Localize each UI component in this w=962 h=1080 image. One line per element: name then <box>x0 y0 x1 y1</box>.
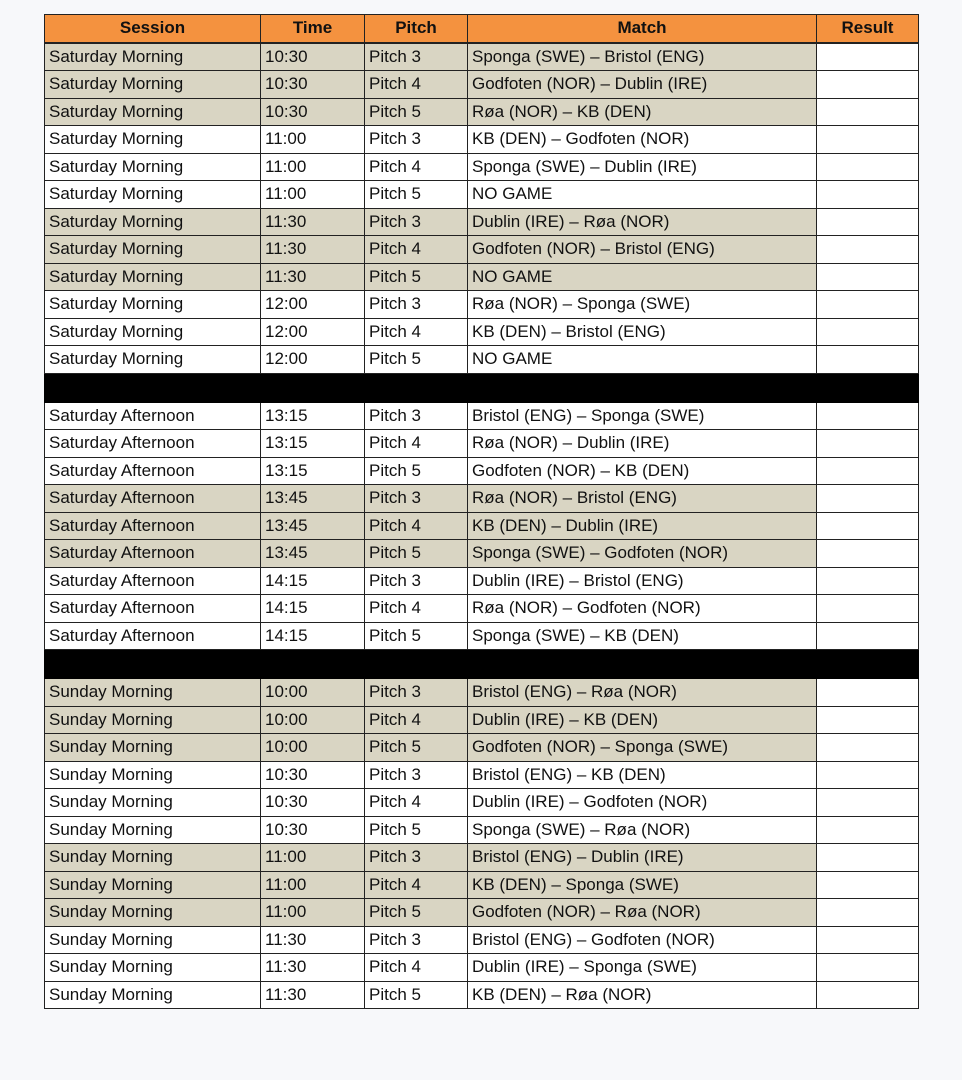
match-cell: Godfoten (NOR) – Røa (NOR) <box>468 899 817 927</box>
time-cell: 11:00 <box>261 181 365 209</box>
table-row <box>45 430 919 458</box>
pitch-cell: Pitch 3 <box>365 126 468 154</box>
table-row <box>45 402 919 430</box>
session-cell: Saturday Afternoon <box>45 430 261 458</box>
result-cell[interactable] <box>817 318 919 346</box>
table-row <box>45 457 919 485</box>
table-row <box>45 318 919 346</box>
table-row <box>45 126 919 154</box>
match-cell: KB (DEN) – Dublin (IRE) <box>468 512 817 540</box>
table-row <box>45 153 919 181</box>
session-separator <box>45 650 919 679</box>
time-cell: 11:30 <box>261 926 365 954</box>
table-row <box>45 926 919 954</box>
table-row <box>45 622 919 650</box>
match-header: Match <box>468 15 817 43</box>
table-row <box>45 43 919 71</box>
result-cell[interactable] <box>817 236 919 264</box>
time-cell: 10:00 <box>261 679 365 707</box>
session-cell: Saturday Morning <box>45 71 261 99</box>
match-cell: Dublin (IRE) – Røa (NOR) <box>468 208 817 236</box>
match-cell: KB (DEN) – Sponga (SWE) <box>468 871 817 899</box>
match-cell: Bristol (ENG) – Sponga (SWE) <box>468 402 817 430</box>
result-cell[interactable] <box>817 126 919 154</box>
table-row <box>45 899 919 927</box>
session-cell: Sunday Morning <box>45 734 261 762</box>
pitch-cell: Pitch 3 <box>365 679 468 707</box>
time-cell: 10:30 <box>261 43 365 71</box>
result-cell[interactable] <box>817 816 919 844</box>
result-cell[interactable] <box>817 346 919 374</box>
session-cell: Saturday Morning <box>45 126 261 154</box>
table-row <box>45 540 919 568</box>
session-cell: Saturday Afternoon <box>45 402 261 430</box>
separator-cell <box>817 373 919 402</box>
session-cell: Sunday Morning <box>45 706 261 734</box>
session-cell: Saturday Afternoon <box>45 540 261 568</box>
header-row <box>45 15 919 43</box>
session-cell: Saturday Afternoon <box>45 457 261 485</box>
table-row <box>45 485 919 513</box>
time-cell: 11:30 <box>261 236 365 264</box>
result-cell[interactable] <box>817 540 919 568</box>
pitch-cell: Pitch 5 <box>365 540 468 568</box>
separator-cell <box>365 650 468 679</box>
table-row <box>45 236 919 264</box>
pitch-cell: Pitch 3 <box>365 761 468 789</box>
table-row <box>45 98 919 126</box>
match-cell: Sponga (SWE) – Godfoten (NOR) <box>468 540 817 568</box>
session-cell: Saturday Morning <box>45 318 261 346</box>
result-cell[interactable] <box>817 402 919 430</box>
pitch-cell: Pitch 3 <box>365 844 468 872</box>
time-cell: 12:00 <box>261 346 365 374</box>
table-row <box>45 181 919 209</box>
match-cell: NO GAME <box>468 263 817 291</box>
session-separator <box>45 373 919 402</box>
result-cell[interactable] <box>817 622 919 650</box>
match-cell: Bristol (ENG) – Dublin (IRE) <box>468 844 817 872</box>
session-cell: Saturday Morning <box>45 98 261 126</box>
table-row <box>45 844 919 872</box>
match-cell: Røa (NOR) – KB (DEN) <box>468 98 817 126</box>
separator-cell <box>45 373 261 402</box>
result-cell[interactable] <box>817 153 919 181</box>
table-row <box>45 871 919 899</box>
time-cell: 13:15 <box>261 457 365 485</box>
pitch-cell: Pitch 5 <box>365 181 468 209</box>
table-row <box>45 346 919 374</box>
result-cell[interactable] <box>817 43 919 71</box>
session-header: Session <box>45 15 261 43</box>
match-cell: Sponga (SWE) – KB (DEN) <box>468 622 817 650</box>
time-cell: 11:30 <box>261 208 365 236</box>
pitch-cell: Pitch 4 <box>365 595 468 623</box>
table-row <box>45 71 919 99</box>
session-cell: Saturday Morning <box>45 346 261 374</box>
session-cell: Saturday Afternoon <box>45 485 261 513</box>
match-cell: NO GAME <box>468 346 817 374</box>
session-cell: Saturday Morning <box>45 153 261 181</box>
match-cell: Bristol (ENG) – Godfoten (NOR) <box>468 926 817 954</box>
time-cell: 11:30 <box>261 981 365 1009</box>
session-cell: Sunday Morning <box>45 954 261 982</box>
match-cell: Røa (NOR) – Dublin (IRE) <box>468 430 817 458</box>
pitch-cell: Pitch 3 <box>365 208 468 236</box>
session-cell: Sunday Morning <box>45 981 261 1009</box>
schedule-body <box>45 43 919 1009</box>
separator-cell <box>468 650 817 679</box>
match-cell: Sponga (SWE) – Dublin (IRE) <box>468 153 817 181</box>
time-cell: 13:45 <box>261 540 365 568</box>
time-cell: 11:00 <box>261 844 365 872</box>
time-cell: 14:15 <box>261 567 365 595</box>
time-cell: 11:30 <box>261 263 365 291</box>
session-cell: Sunday Morning <box>45 871 261 899</box>
table-row <box>45 208 919 236</box>
table-row <box>45 981 919 1009</box>
result-cell[interactable] <box>817 430 919 458</box>
session-cell: Saturday Afternoon <box>45 512 261 540</box>
table-row <box>45 679 919 707</box>
result-cell[interactable] <box>817 899 919 927</box>
separator-cell <box>261 650 365 679</box>
table-row <box>45 816 919 844</box>
pitch-cell: Pitch 3 <box>365 926 468 954</box>
result-cell[interactable] <box>817 844 919 872</box>
match-cell: Dublin (IRE) – Sponga (SWE) <box>468 954 817 982</box>
match-cell: Sponga (SWE) – Bristol (ENG) <box>468 43 817 71</box>
time-cell: 14:15 <box>261 622 365 650</box>
pitch-cell: Pitch 3 <box>365 43 468 71</box>
pitch-cell: Pitch 5 <box>365 899 468 927</box>
match-cell: Røa (NOR) – Godfoten (NOR) <box>468 595 817 623</box>
session-cell: Saturday Morning <box>45 263 261 291</box>
match-cell: KB (DEN) – Røa (NOR) <box>468 981 817 1009</box>
match-cell: Røa (NOR) – Bristol (ENG) <box>468 485 817 513</box>
pitch-cell: Pitch 5 <box>365 98 468 126</box>
time-cell: 14:15 <box>261 595 365 623</box>
result-cell[interactable] <box>817 181 919 209</box>
match-cell: NO GAME <box>468 181 817 209</box>
time-cell: 13:45 <box>261 485 365 513</box>
result-cell[interactable] <box>817 208 919 236</box>
pitch-cell: Pitch 4 <box>365 153 468 181</box>
result-cell[interactable] <box>817 871 919 899</box>
session-cell: Sunday Morning <box>45 816 261 844</box>
pitch-cell: Pitch 5 <box>365 263 468 291</box>
result-cell[interactable] <box>817 457 919 485</box>
table-row <box>45 512 919 540</box>
match-cell: Godfoten (NOR) – Dublin (IRE) <box>468 71 817 99</box>
match-cell: Godfoten (NOR) – KB (DEN) <box>468 457 817 485</box>
time-cell: 10:00 <box>261 706 365 734</box>
result-cell[interactable] <box>817 98 919 126</box>
session-cell: Sunday Morning <box>45 899 261 927</box>
session-cell: Sunday Morning <box>45 844 261 872</box>
separator-cell <box>261 373 365 402</box>
session-cell: Saturday Morning <box>45 43 261 71</box>
result-cell[interactable] <box>817 595 919 623</box>
match-cell: Sponga (SWE) – Røa (NOR) <box>468 816 817 844</box>
match-cell: Dublin (IRE) – Godfoten (NOR) <box>468 789 817 817</box>
table-row <box>45 567 919 595</box>
result-cell[interactable] <box>817 512 919 540</box>
pitch-cell: Pitch 4 <box>365 512 468 540</box>
match-cell: Bristol (ENG) – KB (DEN) <box>468 761 817 789</box>
session-cell: Sunday Morning <box>45 789 261 817</box>
pitch-cell: Pitch 3 <box>365 291 468 319</box>
time-header: Time <box>261 15 365 43</box>
pitch-cell: Pitch 5 <box>365 457 468 485</box>
result-header: Result <box>817 15 919 43</box>
time-cell: 11:00 <box>261 153 365 181</box>
match-cell: Godfoten (NOR) – Bristol (ENG) <box>468 236 817 264</box>
pitch-cell: Pitch 4 <box>365 706 468 734</box>
pitch-cell: Pitch 4 <box>365 236 468 264</box>
separator-cell <box>45 650 261 679</box>
table-row <box>45 761 919 789</box>
session-cell: Saturday Morning <box>45 181 261 209</box>
match-cell: Røa (NOR) – Sponga (SWE) <box>468 291 817 319</box>
match-cell: Godfoten (NOR) – Sponga (SWE) <box>468 734 817 762</box>
time-cell: 11:00 <box>261 871 365 899</box>
time-cell: 12:00 <box>261 291 365 319</box>
session-cell: Saturday Morning <box>45 208 261 236</box>
result-cell[interactable] <box>817 761 919 789</box>
table-row <box>45 734 919 762</box>
pitch-header: Pitch <box>365 15 468 43</box>
pitch-cell: Pitch 5 <box>365 346 468 374</box>
match-cell: Dublin (IRE) – KB (DEN) <box>468 706 817 734</box>
time-cell: 13:45 <box>261 512 365 540</box>
pitch-cell: Pitch 5 <box>365 622 468 650</box>
pitch-cell: Pitch 4 <box>365 789 468 817</box>
session-cell: Saturday Morning <box>45 236 261 264</box>
pitch-cell: Pitch 5 <box>365 981 468 1009</box>
result-cell[interactable] <box>817 485 919 513</box>
time-cell: 11:00 <box>261 126 365 154</box>
pitch-cell: Pitch 3 <box>365 485 468 513</box>
result-cell[interactable] <box>817 981 919 1009</box>
result-cell[interactable] <box>817 789 919 817</box>
pitch-cell: Pitch 4 <box>365 71 468 99</box>
separator-cell <box>468 373 817 402</box>
table-row <box>45 706 919 734</box>
pitch-cell: Pitch 3 <box>365 402 468 430</box>
session-cell: Sunday Morning <box>45 761 261 789</box>
pitch-cell: Pitch 4 <box>365 871 468 899</box>
table-row <box>45 291 919 319</box>
result-cell[interactable] <box>817 291 919 319</box>
time-cell: 10:30 <box>261 761 365 789</box>
pitch-cell: Pitch 4 <box>365 318 468 346</box>
session-cell: Saturday Morning <box>45 291 261 319</box>
result-cell[interactable] <box>817 954 919 982</box>
session-cell: Saturday Afternoon <box>45 567 261 595</box>
table-row <box>45 789 919 817</box>
time-cell: 12:00 <box>261 318 365 346</box>
match-cell: Dublin (IRE) – Bristol (ENG) <box>468 567 817 595</box>
pitch-cell: Pitch 5 <box>365 734 468 762</box>
table-row <box>45 595 919 623</box>
pitch-cell: Pitch 4 <box>365 954 468 982</box>
match-cell: KB (DEN) – Bristol (ENG) <box>468 318 817 346</box>
result-cell[interactable] <box>817 567 919 595</box>
separator-cell <box>817 650 919 679</box>
time-cell: 10:30 <box>261 98 365 126</box>
schedule-table <box>44 14 919 1009</box>
table-row <box>45 954 919 982</box>
time-cell: 10:30 <box>261 789 365 817</box>
result-cell[interactable] <box>817 706 919 734</box>
result-cell[interactable] <box>817 71 919 99</box>
session-cell: Saturday Afternoon <box>45 595 261 623</box>
time-cell: 11:30 <box>261 954 365 982</box>
time-cell: 11:00 <box>261 899 365 927</box>
match-cell: Bristol (ENG) – Røa (NOR) <box>468 679 817 707</box>
time-cell: 10:00 <box>261 734 365 762</box>
result-cell[interactable] <box>817 926 919 954</box>
pitch-cell: Pitch 4 <box>365 430 468 458</box>
result-cell[interactable] <box>817 263 919 291</box>
session-cell: Sunday Morning <box>45 679 261 707</box>
time-cell: 13:15 <box>261 402 365 430</box>
pitch-cell: Pitch 3 <box>365 567 468 595</box>
table-row <box>45 263 919 291</box>
session-cell: Saturday Afternoon <box>45 622 261 650</box>
time-cell: 13:15 <box>261 430 365 458</box>
time-cell: 10:30 <box>261 816 365 844</box>
separator-cell <box>365 373 468 402</box>
result-cell[interactable] <box>817 734 919 762</box>
match-cell: KB (DEN) – Godfoten (NOR) <box>468 126 817 154</box>
pitch-cell: Pitch 5 <box>365 816 468 844</box>
result-cell[interactable] <box>817 679 919 707</box>
session-cell: Sunday Morning <box>45 926 261 954</box>
time-cell: 10:30 <box>261 71 365 99</box>
